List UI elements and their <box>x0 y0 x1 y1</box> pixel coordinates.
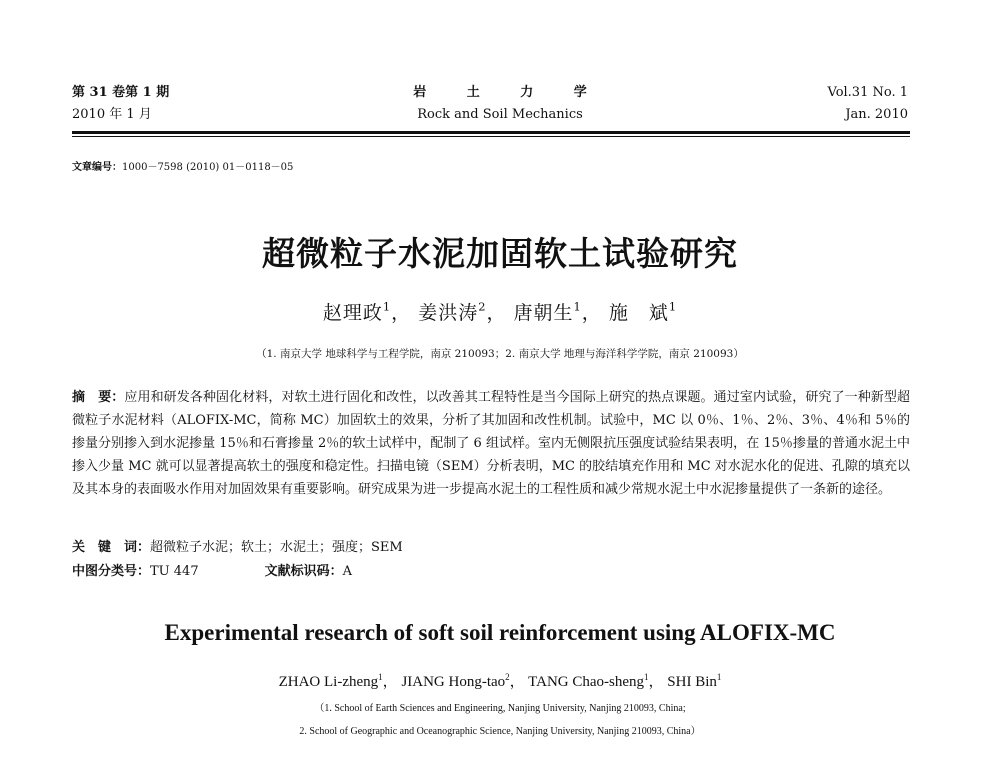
header-rule-thin <box>72 136 910 137</box>
author-sup: 1 <box>382 299 392 314</box>
affiliation-en-line1: （1. School of Earth Sciences and Engineering, Nanjing University, Nanjing 210093, China; <box>314 703 686 714</box>
author-sup: 2 <box>478 299 487 314</box>
author-en: TANG Chao-sheng <box>528 674 645 690</box>
authors-en: ZHAO Li-zheng$^1$， JIANG Hong-tao$^2$， TANG Chao-sheng$^1$， SHI Bin$^1$ <box>278 672 722 690</box>
affiliation-cn: （1. 南京大学 地球科学与工程学院，南京 210093；2. 南京大学 地理与海洋科学学院，南京 210093） <box>256 348 744 360</box>
author-cn: 赵理政 <box>322 302 383 324</box>
abstract-label: 摘 要： <box>72 390 125 405</box>
clc-value: TU 447 <box>150 564 199 579</box>
affiliation-en-line2: 2. School of Geographic and Oceanographic Science, Nanjing University, Nanjing 210093, China） <box>299 726 701 737</box>
author-sup: 1 <box>668 299 678 314</box>
affiliation-en <box>0 697 1000 743</box>
abstract-cn <box>72 386 910 501</box>
author-en: ZHAO Li-zheng <box>278 674 379 690</box>
keywords <box>72 536 403 555</box>
title-en: Experimental research of soft soil reinforcement using ALOFIX-MC <box>164 620 836 645</box>
doc-code-label: 文献标识码： <box>264 564 343 579</box>
article-number-value: 1000－7598 (2010) 01－0118－05 <box>122 162 294 173</box>
author-en: JIANG Hong-tao <box>401 674 506 690</box>
article-number <box>72 158 293 173</box>
author-sup: 1 <box>716 672 722 682</box>
date-en: Jan. 2010 <box>845 107 908 122</box>
author-cn: 施 斌 <box>608 302 669 324</box>
keywords-text: 超微粒子水泥；软土；水泥土；强度；SEM <box>150 540 403 555</box>
volume-issue-cn: 第 31 卷第 1 期 <box>72 85 170 100</box>
date-cn: 2010 年 1 月 <box>72 107 152 122</box>
author-en: SHI Bin <box>667 674 717 690</box>
volume-issue-en: Vol.31 No. 1 <box>827 85 908 100</box>
journal-name-en: Rock and Soil Mechanics <box>417 107 583 122</box>
journal-name-cn: 岩 土 力 学 <box>413 85 605 100</box>
header-rule-thick <box>72 131 910 134</box>
authors-cn: 赵理政$^1$， 姜洪涛$^2$， 唐朝生$^1$， 施 斌$^1$ <box>322 299 678 324</box>
author-cn: 唐朝生 <box>513 302 574 324</box>
title-cn: 超微粒子水泥加固软土试验研究 <box>262 234 738 273</box>
author-cn: 姜洪涛 <box>418 302 479 324</box>
author-sup: 1 <box>644 672 649 682</box>
keywords-label: 关 键 词： <box>72 540 151 555</box>
doc-code-value: A <box>342 564 352 579</box>
abstract-text: 应用和研发各种固化材料，对软土进行固化和改性，以改善其工程特性是当今国际上研究的热点课题。通过室内试验，研究了一种新型超微粒子水泥材料（ALOFIX-MC，简称 MC）加固软土的效果，分析了其加固和改性机制。试验中，MC 以 0％、1％、2％、3％、4％和 5％的掺量分别掺入到水泥掺量 15％和石膏掺量 2％的软土试样中，配制了 6 组试样。室内无侧限抗压强度试验结果表明，在 15％掺量的普通水泥土中掺入少量 MC 就可以显著提高软土的强度和稳定性。扫描电镜（SEM）分析表明，MC 的胶结填充作用和 MC 对水泥水化的促进、孔隙的填充以及其本身的表面吸水作用对加固效果有重要影响。研究成果为进一步提高水泥土的工程性质和减少常规水泥土中水泥掺量提供了一条新的途径。 <box>72 390 910 497</box>
classification <box>72 560 352 579</box>
header-right <box>828 82 909 126</box>
author-sup: 1 <box>378 672 383 682</box>
article-number-label: 文章编号： <box>72 162 122 173</box>
author-sup: 2 <box>505 672 510 682</box>
author-sup: 1 <box>573 299 582 314</box>
clc-label: 中图分类号： <box>72 564 151 579</box>
